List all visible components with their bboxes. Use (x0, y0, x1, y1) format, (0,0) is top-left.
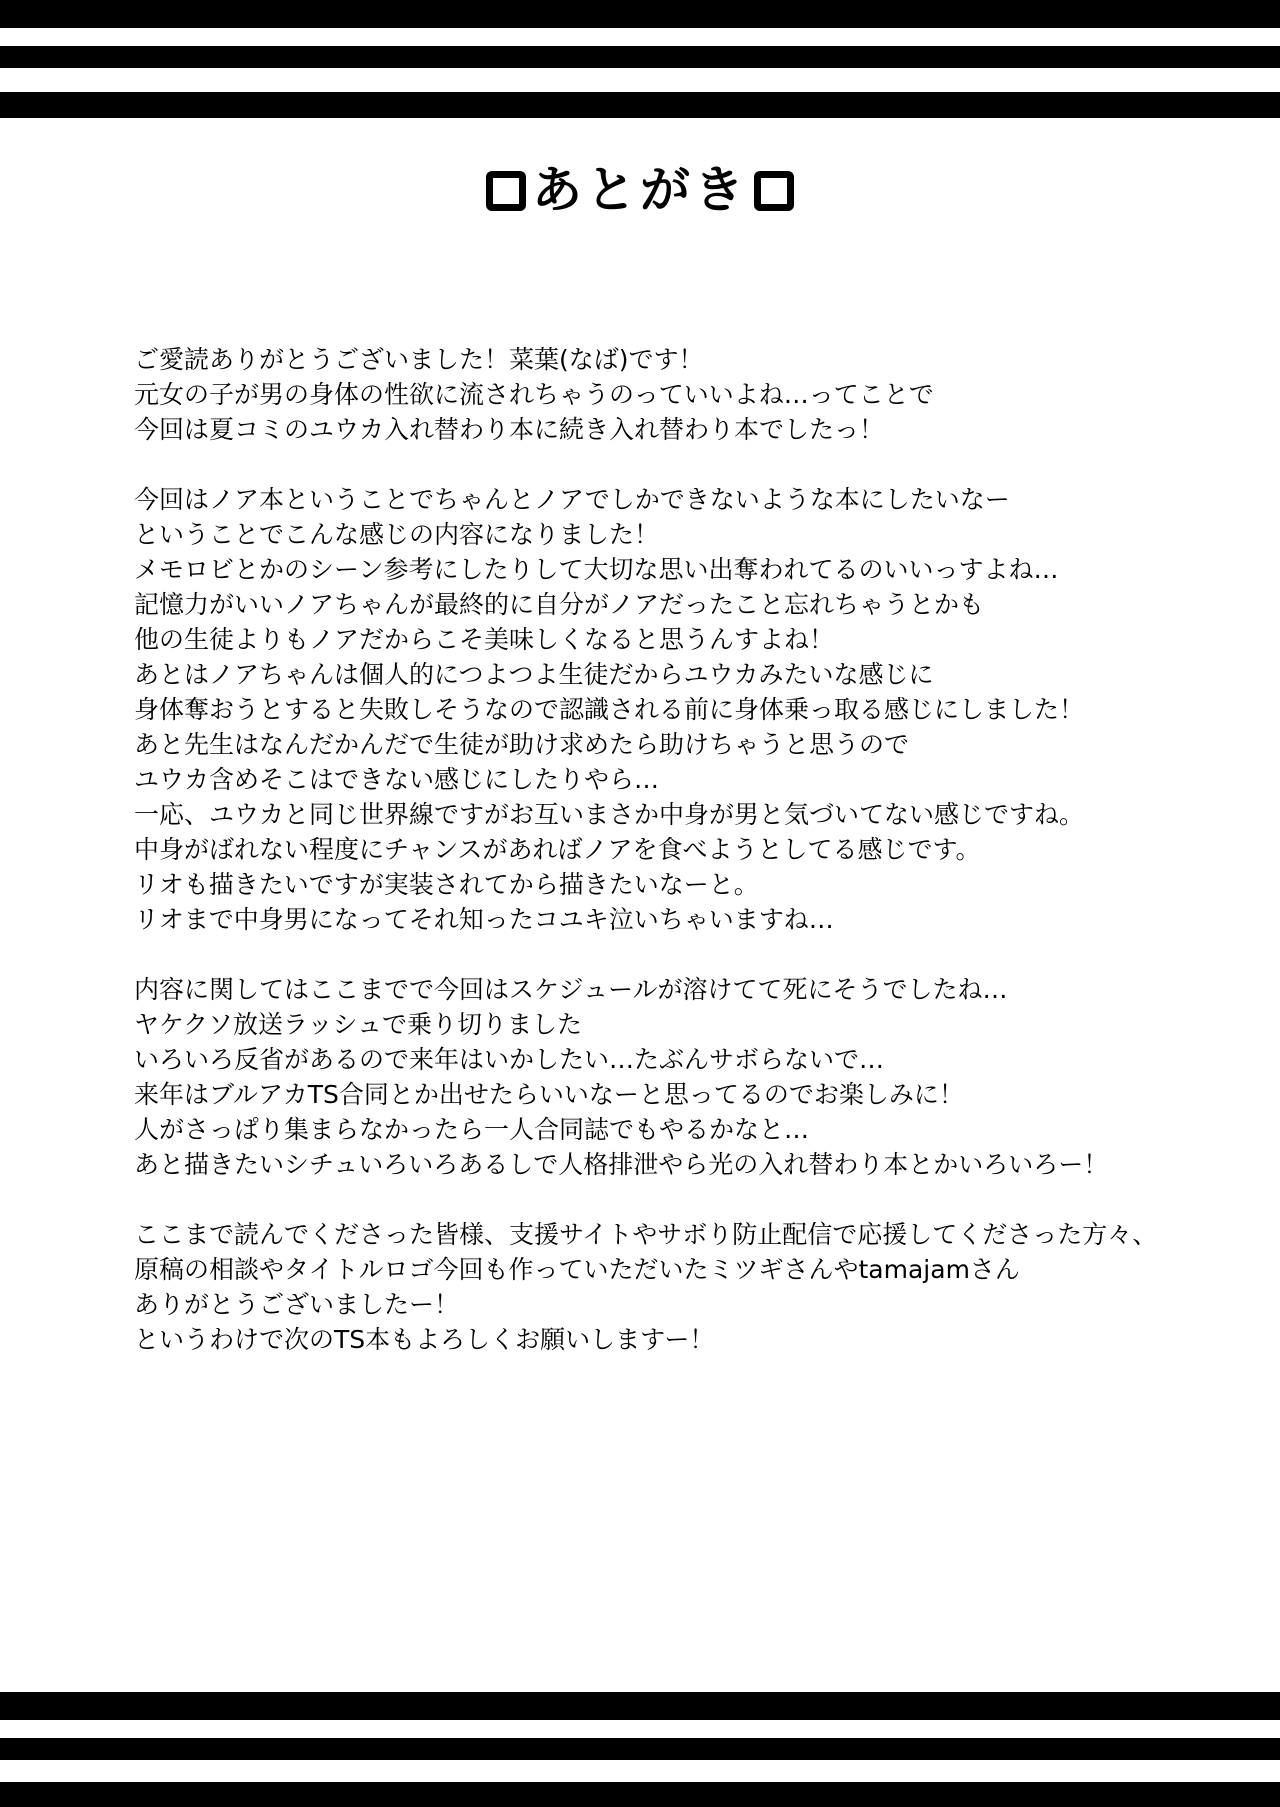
text-line: あと描きたいシチュいろいろあるしで人格排泄やら光の入れ替わり本とかいろいろー！ (134, 1150, 1109, 1179)
text-line: 内容に関してはここまでで今回はスケジュールが溶けてて死にそうでしたね… (134, 975, 1008, 1004)
text-line: あとはノアちゃんは個人的につよつよ生徒だからユウカみたいな感じに (134, 660, 934, 689)
text-line: ヤケクソ放送ラッシュで乗り切りました (134, 1010, 583, 1039)
text-line: メモロビとかのシーン参考にしたりして大切な思い出奪われてるのいいっすよね… (134, 555, 1059, 584)
text-line: ここまで読んでくださった皆様、支援サイトやサボり防止配信で応援してくださった方々、 (134, 1220, 1158, 1249)
text-line: 今回は夏コミのユウカ入れ替わり本に続き入れ替わり本でしたっ！ (134, 415, 885, 444)
text-line: 他の生徒よりもノアだからこそ美味しくなると思うんすよね！ (134, 625, 835, 654)
title-text: あとがき (532, 161, 748, 219)
text-line: 人がさっぱり集まらなかったら一人合同誌でもやるかなと… (134, 1115, 810, 1144)
text-line: 一応、ユウカと同じ世界線ですがお互いまさか中身が男と気づいてない感じですね。 (134, 800, 1085, 829)
page-title (0, 150, 1280, 222)
paragraph-4 (134, 1217, 1254, 1357)
paragraph-3 (134, 972, 1254, 1182)
text-line: 記憶力がいいノアちゃんが最終的に自分がノアだったこと忘れちゃうとかも (134, 590, 985, 619)
text-line: あと先生はなんだかんだで生徒が助け求めたら助けちゃうと思うので (134, 730, 910, 759)
paragraph-1 (134, 342, 1254, 447)
text-line: 元女の子が男の身体の性欲に流されちゃうのっていいよね…ってことで (134, 380, 934, 409)
text-line: ご愛読ありがとうございました！菜葉(なば)です！ (134, 345, 704, 374)
text-line: 来年はブルアカTS合同とか出せたらいいなーと思ってるのでお楽しみに！ (134, 1080, 964, 1109)
text-line: 中身がばれない程度にチャンスがあればノアを食べようとしてる感じです。 (134, 835, 981, 864)
top-stripe-2 (0, 46, 1280, 68)
top-stripe-1 (0, 0, 1280, 28)
text-line: いろいろ反省があるので来年はいかしたい…たぶんサボらないで… (134, 1045, 885, 1074)
title-box-left-icon (486, 171, 526, 211)
bottom-stripe-1 (0, 1692, 1280, 1720)
text-line: ということでこんな感じの内容になりました！ (134, 520, 660, 549)
text-line: 今回はノア本ということでちゃんとノアでしかできないような本にしたいなー (134, 485, 1010, 514)
text-line: リオまで中身男になってそれ知ったコユキ泣いちゃいますね… (134, 905, 834, 934)
text-line: というわけで次のTS本もよろしくお願いしますー！ (134, 1325, 715, 1354)
afterword-body (134, 342, 1254, 1357)
text-line: リオも描きたいですが実装されてから描きたいなーと。 (134, 870, 759, 899)
text-line: 原稿の相談やタイトルロゴ今回も作っていただいたミツギさんやtamajamさん (134, 1255, 1020, 1284)
text-line: ユウカ含めそこはできない感じにしたりやら… (134, 765, 660, 794)
paragraph-2 (134, 482, 1254, 937)
bottom-stripe-3 (0, 1782, 1280, 1807)
text-line: ありがとうございましたー！ (134, 1290, 460, 1319)
bottom-stripe-2 (0, 1738, 1280, 1760)
title-box-right-icon (754, 171, 794, 211)
top-stripe-3 (0, 92, 1280, 118)
text-line: 身体奪おうとすると失敗しそうなので認識される前に身体乗っ取る感じにしました！ (134, 695, 1085, 724)
